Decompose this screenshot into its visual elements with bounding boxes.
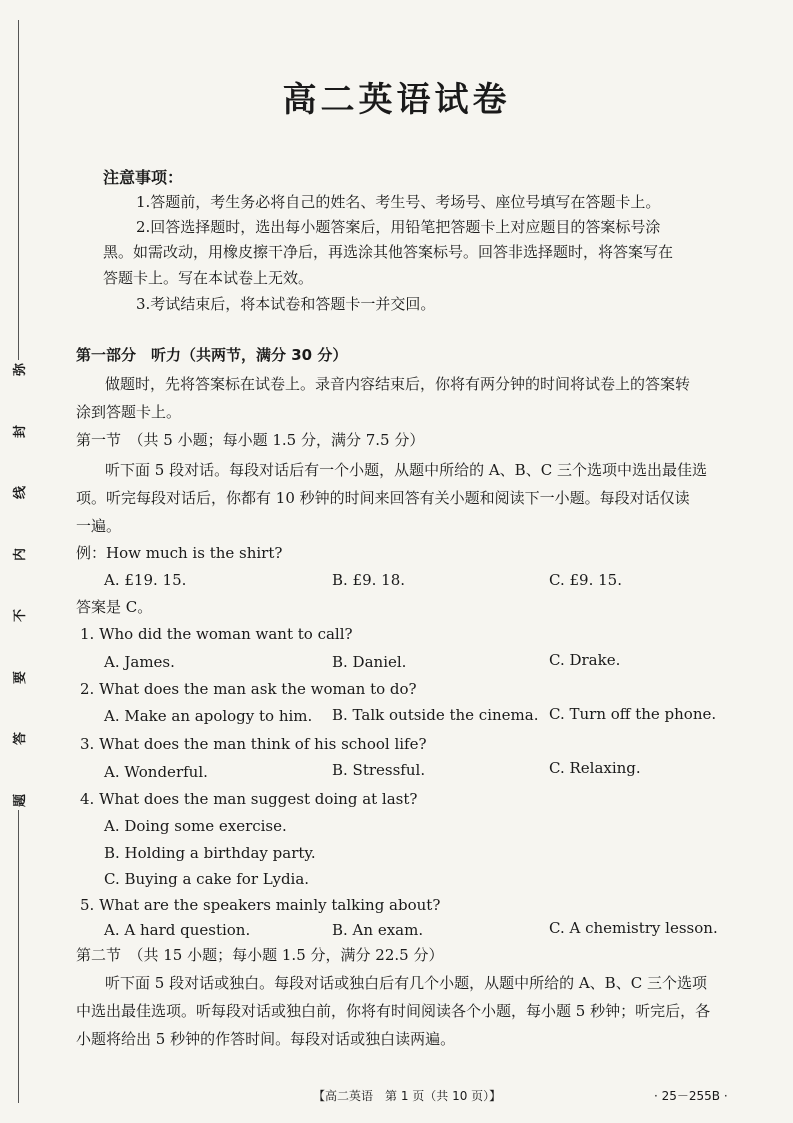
seal-char: 内 [13,547,29,561]
section1-intro-line: 一遍。 [76,517,122,535]
part1-intro-line: 涂到答题卡上。 [76,403,182,421]
notice-line: 答题卡上。写在本试卷上无效。 [103,269,314,287]
q1-option-a: A. James. [104,653,175,671]
q2-option-c: C. Turn off the phone. [549,705,717,723]
q5-option-c: C. A chemistry lesson. [549,919,718,937]
example-answer: 答案是 C。 [76,598,153,616]
question-3: 3. What does the man think of his school life? [80,735,427,753]
notice-line: 黑。如需改动，用橡皮擦干净后，再选涂其他答案标号。回答非选择题时，将答案写在 [103,243,674,261]
section1-intro-line: 听下面 5 段对话。每段对话后有一个小题，从题中所给的 A、B、C 三个选项中选出最佳选 [105,461,707,479]
section2-intro-line: 中选出最佳选项。听每段对话或独白前，你将有时间阅读各个小题，每小题 5 秒钟；听完后，各 [76,1002,711,1020]
q2-option-a: A. Make an apology to him. [104,707,313,725]
seal-char: 不 [13,609,29,623]
example-option-c: C. £9. 15. [549,571,622,589]
example-option-b: B. £9. 18. [332,571,406,589]
q3-option-b: B. Stressful. [332,761,426,779]
q1-option-c: C. Drake. [549,651,621,669]
q4-option-c: C. Buying a cake for Lydia. [104,870,310,888]
page-title: 高二英语试卷 [282,80,511,120]
q2-option-b: B. Talk outside the cinema. [332,706,539,724]
seal-char: 封 [13,424,29,438]
notice-line: 1.答题前，考生务必将自己的姓名、考生号、考场号、座位号填写在答题卡上。 [136,193,661,211]
notice-line: 3.考试结束后，将本试卷和答题卡一并交回。 [136,295,436,313]
example-question: 例：How much is the shirt? [76,544,283,562]
section1-intro-line: 项。听完每段对话后，你都有 10 秒钟的时间来回答有关小题和阅读下一小题。每段对话仅读 [76,489,690,507]
q5-option-a: A. A hard question. [104,921,251,939]
question-2: 2. What does the man ask the woman to do? [80,680,417,698]
section2-intro-line: 听下面 5 段对话或独白。每段对话或独白后有几个小题，从题中所给的 A、B、C 三个选项 [105,974,707,992]
question-5: 5. What are the speakers mainly talking about? [80,896,441,914]
notice-line: 2.回答选择题时，选出每小题答案后，用铅笔把答题卡上对应题目的答案标号涂 [136,218,661,236]
section2-heading: 第二节 （共 15 小题；每小题 1.5 分，满分 22.5 分） [76,946,444,964]
q3-option-c: C. Relaxing. [549,759,641,777]
seal-char: 答 [13,732,29,746]
q4-option-a: A. Doing some exercise. [104,817,287,835]
question-4: 4. What does the man suggest doing at last? [80,790,418,808]
exam-code: · 25－255B · [654,1089,728,1103]
q1-option-b: B. Daniel. [332,653,407,671]
page-footer: 【高二英语 第 1 页（共 10 页）】 [313,1089,502,1103]
question-1: 1. Who did the woman want to call? [80,625,353,643]
seal-char: 题 [13,793,29,807]
binding-seal-text [2,360,36,810]
part1-intro-line: 做题时，先将答案标在试卷上。录音内容结束后，你将有两分钟的时间将试卷上的答案转 [105,375,691,393]
part1-heading: 第一部分 听力（共两节，满分 30 分） [76,346,348,364]
section2-intro-line: 小题将给出 5 秒钟的作答时间。每段对话或独白读两遍。 [76,1030,456,1048]
q5-option-b: B. An exam. [332,921,424,939]
seal-char: 要 [13,670,29,684]
section1-heading: 第一节 （共 5 小题；每小题 1.5 分，满分 7.5 分） [76,431,425,449]
notice-heading: 注意事项： [103,168,184,187]
example-option-a: A. £19. 15. [104,571,187,589]
q3-option-a: A. Wonderful. [104,763,208,781]
q4-option-b: B. Holding a birthday party. [104,844,316,862]
seal-char: 线 [13,486,29,500]
seal-char: 弥 [13,362,29,377]
